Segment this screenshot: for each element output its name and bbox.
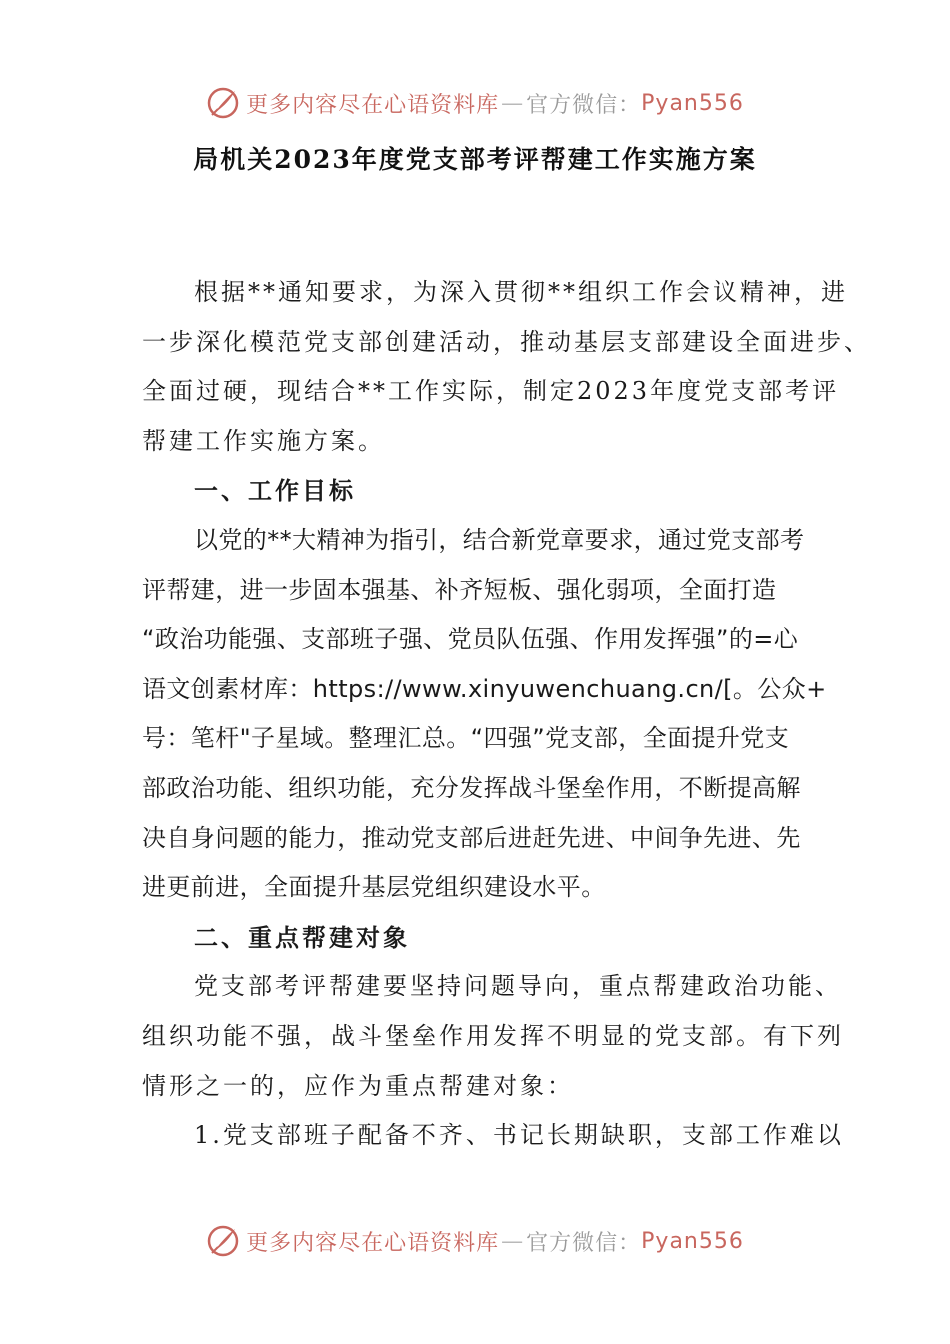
watermark-text: 更多内容尽在心语资料库 [246,92,500,118]
watermark-official-label: 官方微信： [526,92,642,118]
goals-line: 号：笔杆"子星域。整理汇总。“四强”党支部，全面提升党支 [142,724,790,753]
watermark-separator: — [501,90,525,116]
intro-line: 全面过硬，现结合**工作实际，制定2023年度党支部考评 [142,377,840,406]
goals-paragraph [142,516,827,913]
targets-line: 党支部考评帮建要坚持问题导向，重点帮建政治功能、 [194,972,842,1001]
watermark-official-label: 官方微信： [526,1230,642,1256]
targets-line: 组织功能不强，战斗堡垒作用发挥不明显的党支部。有下列 [142,1021,844,1050]
goals-line: 以党的**大精神为指引，结合新党章要求，通过党支部考 [194,525,805,554]
section-heading-goals: 一、工作目标 [194,476,356,506]
targets-line: 1.党支部班子配备不齐、书记长期缺职，支部工作难以 [194,1121,844,1150]
goals-line: 决自身问题的能力，推动党支部后进赶先进、中间争先进、先 [142,823,801,852]
goals-line: 部政治功能、组织功能，充分发挥战斗堡垒作用，不断提高解 [142,773,801,802]
intro-paragraph [142,268,871,466]
feather-pen-logo-icon [206,86,240,120]
goals-line: “政治功能强、支部班子强、党员队伍强、作用发挥强”的=心 [142,625,799,654]
goals-line: 评帮建，进一步固本强基、补齐短板、强化弱项，全面打造 [142,575,777,604]
goals-line: 进更前进，全面提升基层党组织建设水平。 [142,873,606,902]
targets-line: 情形之一的，应作为重点帮建对象： [142,1071,574,1100]
feather-pen-logo-icon [206,1224,240,1258]
watermark-footer [0,1224,950,1258]
goals-line: 语文创素材库：https://www.xinyuwenchuang.cn/[。公众+ [142,674,827,703]
watermark-header [0,86,950,120]
intro-line: 帮建工作实施方案。 [142,426,385,455]
section-heading-targets: 二、重点帮建对象 [194,922,410,952]
intro-line: 根据**通知要求，为深入贯彻**组织工作会议精神，进 [194,278,848,306]
document-body [142,268,871,1161]
watermark-wechat-id: Pyan556 [641,1228,744,1254]
document-title: 局机关2023年度党支部考评帮建工作实施方案 [193,145,757,174]
targets-paragraph [142,962,844,1160]
watermark-text: 更多内容尽在心语资料库 [246,1230,500,1256]
intro-line: 一步深化模范党支部创建活动，推动基层支部建设全面进步、 [142,327,871,356]
watermark-wechat-id: Pyan556 [641,90,744,116]
watermark-separator: — [501,1228,525,1254]
